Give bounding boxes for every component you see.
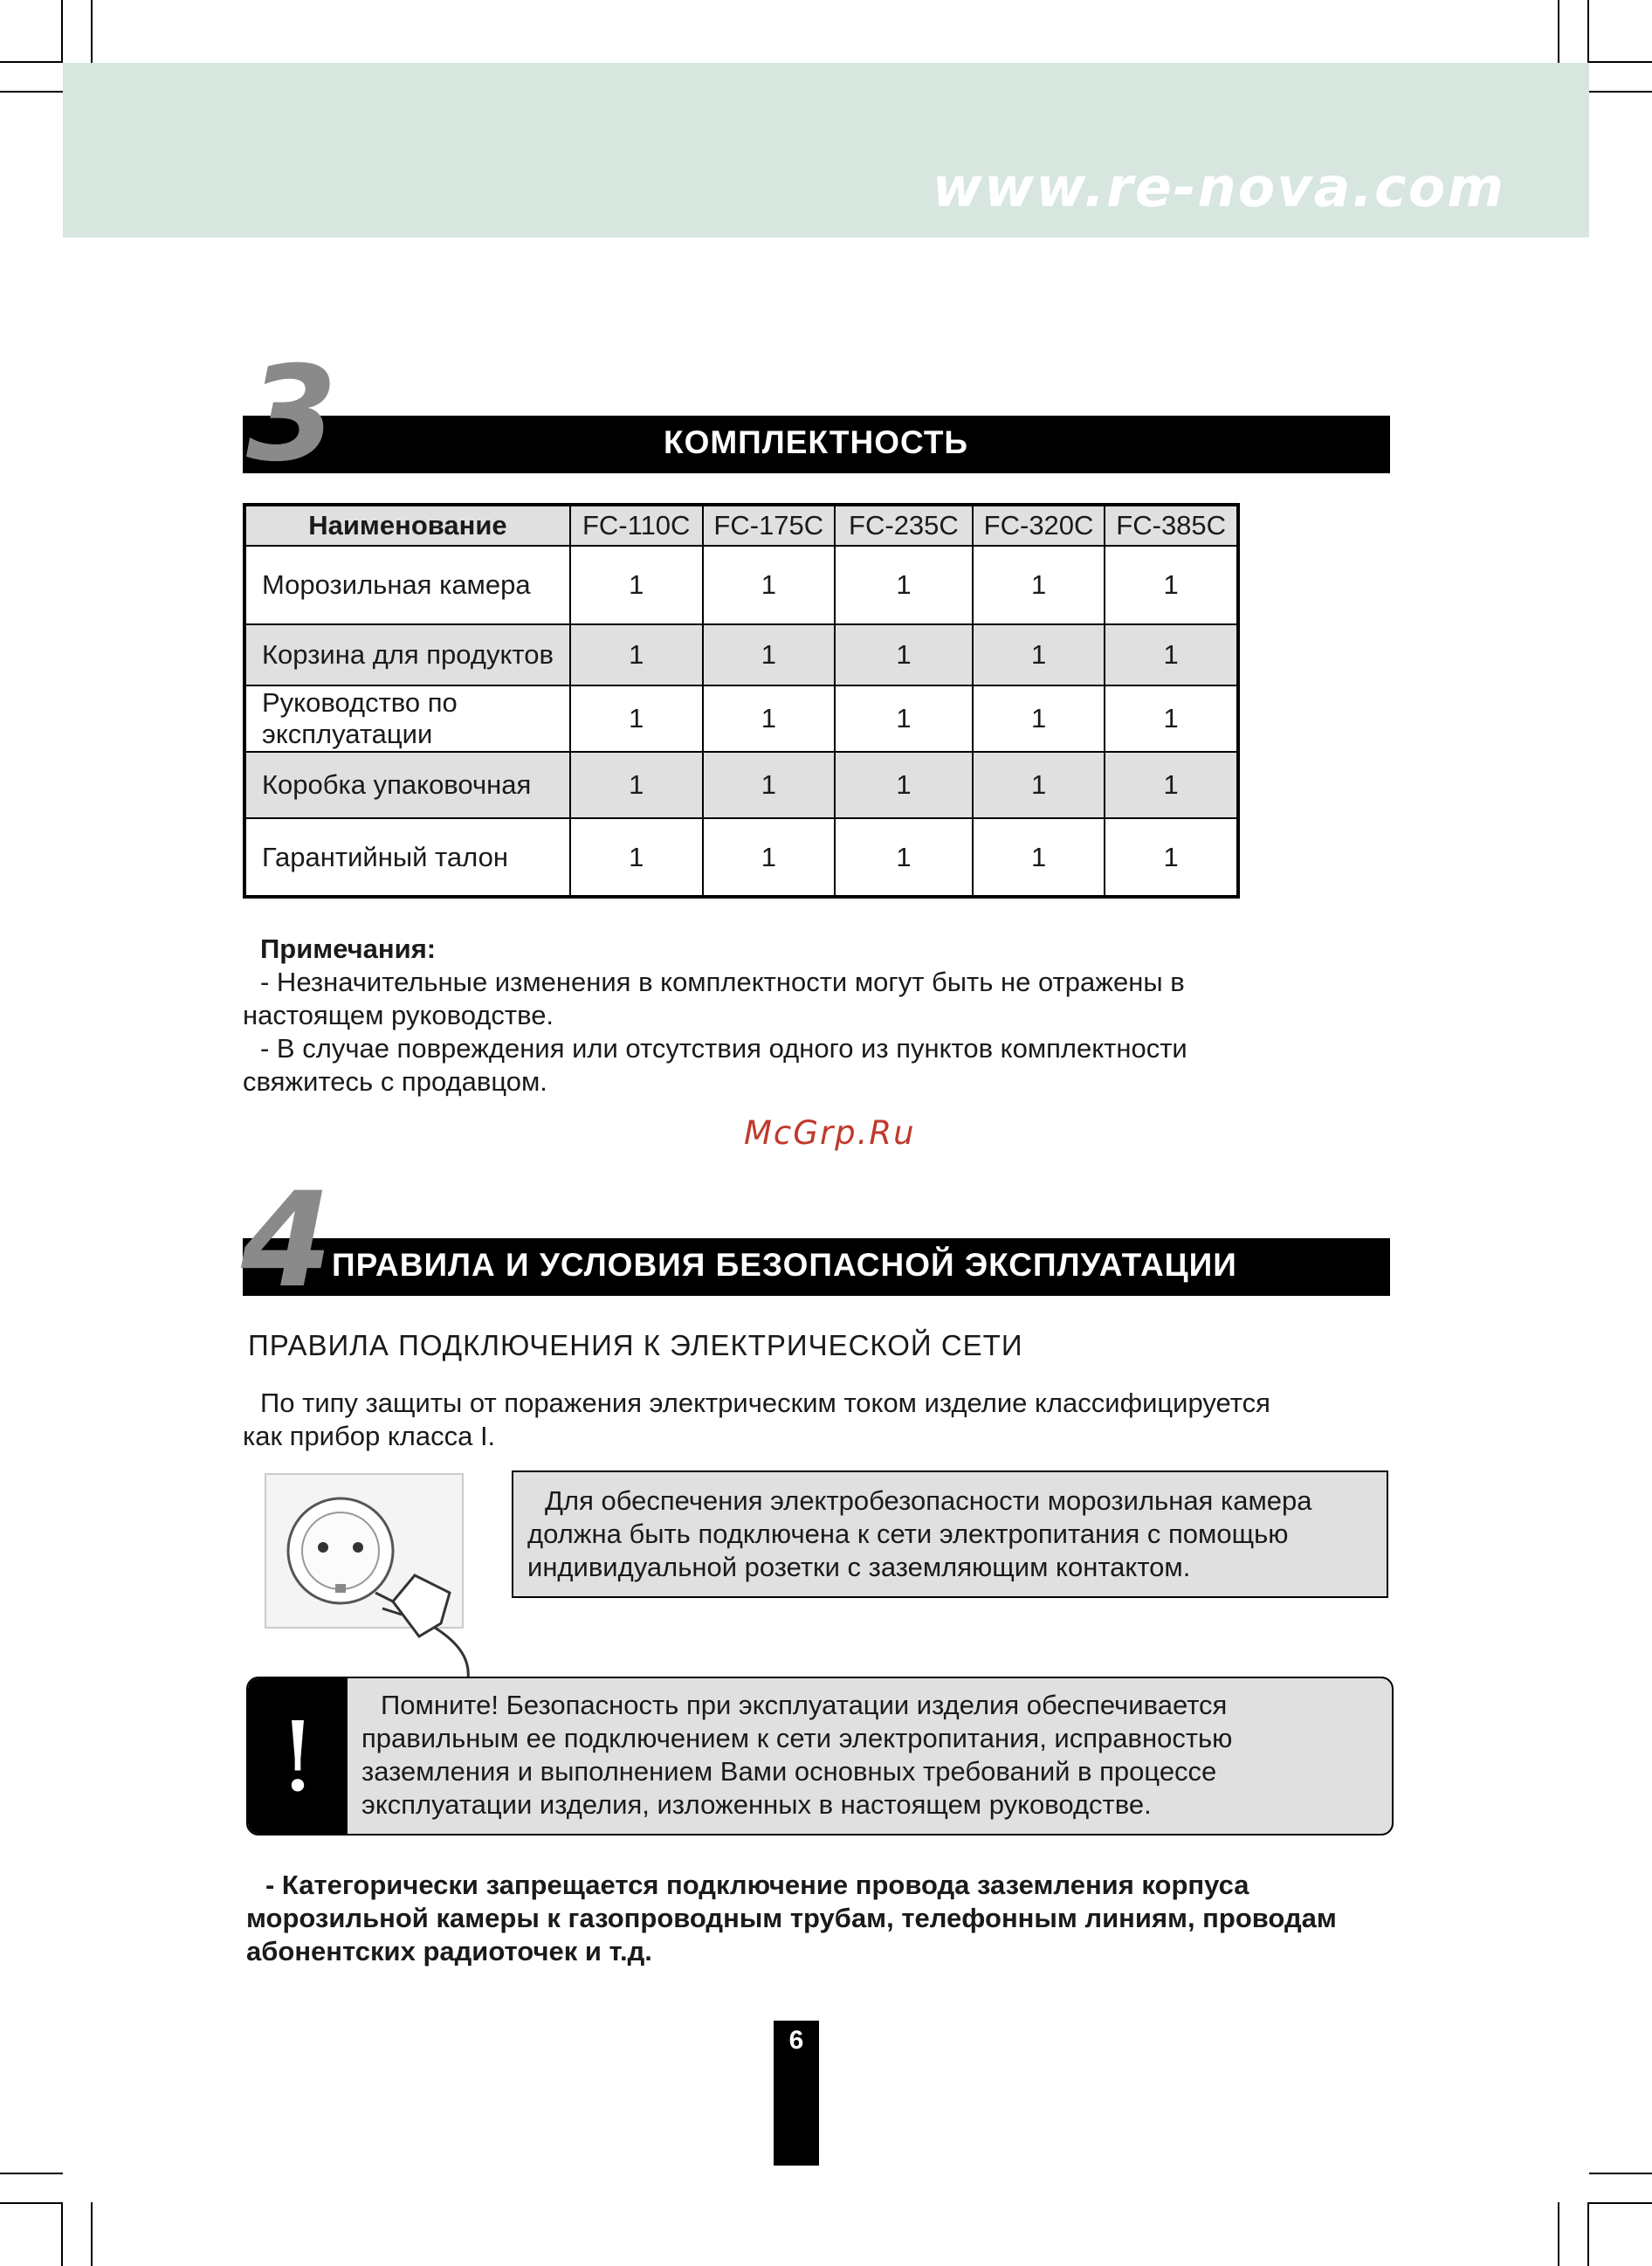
crop-mark	[0, 91, 63, 93]
row-name: Коробка упаковочная	[244, 752, 570, 818]
row-value: 1	[835, 752, 973, 818]
site-url: www.re-nova.com	[932, 155, 1505, 219]
row-value: 1	[973, 546, 1105, 624]
table-row	[244, 752, 1238, 818]
section-4-title: ПРАВИЛА И УСЛОВИЯ БЕЗОПАСНОЙ ЭКСПЛУАТАЦИИ	[332, 1247, 1237, 1283]
info-box-text: Для обеспечения электробезопасности морозильная камера должна быть подключена к сети электропитания с помощью индивидуальной розетки с заземляющим контактом.	[527, 1485, 1312, 1582]
col-header-model: FC-235C	[835, 505, 973, 546]
crop-mark	[1558, 2202, 1559, 2266]
warning-text: Помните! Безопасность при эксплуатации изделия обеспечивается правильным ее подключением к сети электропитания, исправностью заземления и выполнением Вами основных требований в процессе эксплуатации изделия, изложенных в настоящем руководстве.	[361, 1690, 1233, 1820]
row-value: 1	[1105, 818, 1238, 897]
col-header-model: FC-175C	[703, 505, 836, 546]
row-value: 1	[835, 624, 973, 685]
col-header-model: FC-385C	[1105, 505, 1238, 546]
row-value: 1	[703, 818, 836, 897]
row-value: 1	[1105, 752, 1238, 818]
col-header-model: FC-320C	[973, 505, 1105, 546]
crop-mark	[1587, 2202, 1589, 2266]
table-row	[244, 546, 1238, 624]
row-value: 1	[703, 624, 836, 685]
note-item: - В случае повреждения или отсутствия одного из пунктов комплектности свяжитесь с продавцом.	[243, 1033, 1187, 1097]
row-name: Гарантийный талон	[244, 818, 570, 897]
table-header-row	[244, 505, 1238, 546]
watermark: McGrp.Ru	[744, 1114, 916, 1152]
info-box	[512, 1470, 1388, 1598]
socket-plug-illustration	[262, 1470, 480, 1680]
section-4-number: 4	[241, 1165, 333, 1317]
kit-table	[243, 503, 1240, 899]
row-value: 1	[835, 685, 973, 752]
row-name: Руководство по эксплуатации	[244, 685, 570, 752]
crop-mark	[0, 2173, 63, 2174]
crop-mark	[1589, 2202, 1652, 2204]
row-value: 1	[1105, 624, 1238, 685]
section-4-subtitle: ПРАВИЛА ПОДКЛЮЧЕНИЯ К ЭЛЕКТРИЧЕСКОЙ СЕТИ	[248, 1329, 1023, 1361]
section-3-title: КОМПЛЕКТНОСТЬ	[664, 424, 969, 460]
table-row	[244, 818, 1238, 897]
crop-mark	[91, 2202, 93, 2266]
crop-mark	[61, 0, 63, 63]
row-value: 1	[570, 752, 703, 818]
exclamation-icon: !	[248, 1678, 348, 1834]
crop-mark	[1558, 0, 1559, 63]
notes-title: Примечания:	[260, 933, 437, 964]
row-value: 1	[570, 546, 703, 624]
col-header-name: Наименование	[244, 505, 570, 546]
crop-mark	[1587, 0, 1589, 63]
section-3-number: 3	[246, 339, 338, 491]
row-value: 1	[703, 752, 836, 818]
crop-mark	[61, 2202, 63, 2266]
col-header-model: FC-110C	[570, 505, 703, 546]
prohibition-text: - Категорически запрещается подключение провода заземления корпуса морозильной камеры к газопроводным трубам, телефонным линиям, проводам абонентских радиоточек и т.д.	[246, 1870, 1337, 1966]
crop-mark	[0, 61, 63, 63]
row-value: 1	[835, 818, 973, 897]
warning-box	[246, 1677, 1394, 1836]
row-value: 1	[570, 624, 703, 685]
note-item: - Незначительные изменения в комплектности могут быть не отражены в настоящем руководстве.	[243, 967, 1185, 1030]
row-value: 1	[973, 685, 1105, 752]
crop-mark	[91, 0, 93, 63]
row-value: 1	[703, 546, 836, 624]
row-value: 1	[973, 752, 1105, 818]
crop-mark	[0, 2202, 63, 2204]
intro-text: По типу защиты от поражения электрическим током изделие классифицируется как прибор класса I.	[243, 1388, 1270, 1451]
table-row	[244, 685, 1238, 752]
row-value: 1	[703, 685, 836, 752]
row-value: 1	[973, 624, 1105, 685]
row-name: Морозильная камера	[244, 546, 570, 624]
crop-mark	[1589, 91, 1652, 93]
crop-mark	[1589, 61, 1652, 63]
page-number: 6	[774, 2021, 819, 2166]
row-value: 1	[1105, 685, 1238, 752]
table-row	[244, 624, 1238, 685]
crop-mark	[1589, 2173, 1652, 2174]
row-name: Корзина для продуктов	[244, 624, 570, 685]
row-value: 1	[570, 818, 703, 897]
row-value: 1	[1105, 546, 1238, 624]
row-value: 1	[835, 546, 973, 624]
row-value: 1	[570, 685, 703, 752]
row-value: 1	[973, 818, 1105, 897]
